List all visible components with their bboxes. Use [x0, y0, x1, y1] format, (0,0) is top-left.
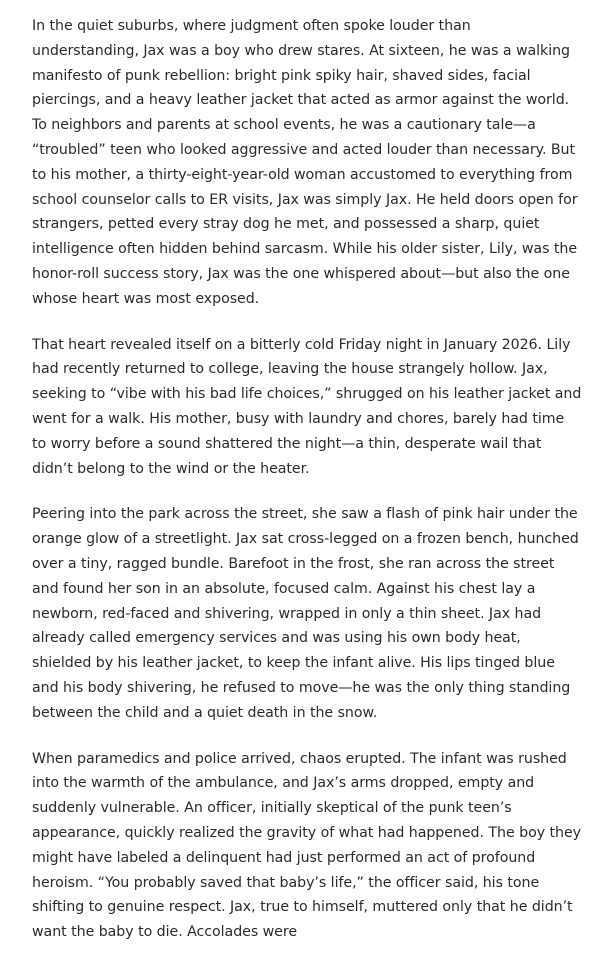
- paragraph-3: Peering into the park across the street, she saw a flash of pink hair under the orange glow of a streetlight. Jax sat cross-legged on a frozen bench, hunched over a tiny, ragged bundle. Barefoot in the frost, she ran across the street and found her son in an absolute, focused calm. Against his chest lay a newborn, red-faced and shivering, wrapped in only a thin sheet. Jax had already called emergency services and was using his own body heat, shielded by his leather jacket, to keep the infant alive. His lips tinged blue and his body shivering, he refused to move—he was the only thing standing between the child and a quiet death in the snow.: [32, 506, 579, 721]
- paragraph-2: That heart revealed itself on a bitterly cold Friday night in January 2026. Lily had recently returned to college, leaving the house strangely hollow. Jax, seeking to “vibe with his bad life choices,” shrugged on his leather jacket and went for a walk. His mother, busy with laundry and chores, barely had time to worry before a sound shattered the night—a thin, desperate wail that didn’t belong to the wind or the heater.: [32, 336, 582, 477]
- article-body: [32, 14, 582, 966]
- paragraph-4: When paramedics and police arrived, chaos erupted. The infant was rushed into the warmth of the ambulance, and Jax’s arms dropped, empty and suddenly vulnerable. An officer, initially skeptical of the punk teen’s appearance, quickly realized the gravity of what had happened. The boy they might have labeled a delinquent had just performed an act of profound heroism. “You probably saved that baby’s life,” the officer said, his tone shifting to genuine respect. Jax, true to himself, muttered only that he didn’t want the baby to die. Accolades were: [32, 750, 581, 941]
- paragraph-1: In the quiet suburbs, where judgment often spoke louder than understanding, Jax was a boy who drew stares. At sixteen, he was a walking manifesto of punk rebellion: bright pink spiky hair, shaved sides, facial piercings, and a heavy leather jacket that acted as armor against the world. To neighbors and parents at school events, he was a cautionary tale—a “troubled” teen who looked aggressive and acted louder than necessary. But to his mother, a thirty-eight-year-old woman accustomed to everything from school counselor calls to ER visits, Jax was simply Jax. He held doors open for strangers, petted every stray dog he met, and possessed a sharp, quiet intelligence often hidden behind sarcasm. While his older sister, Lily, was the honor-roll success story, Jax was the one whispered about—but also the one whose heart was most exposed.: [32, 18, 578, 307]
